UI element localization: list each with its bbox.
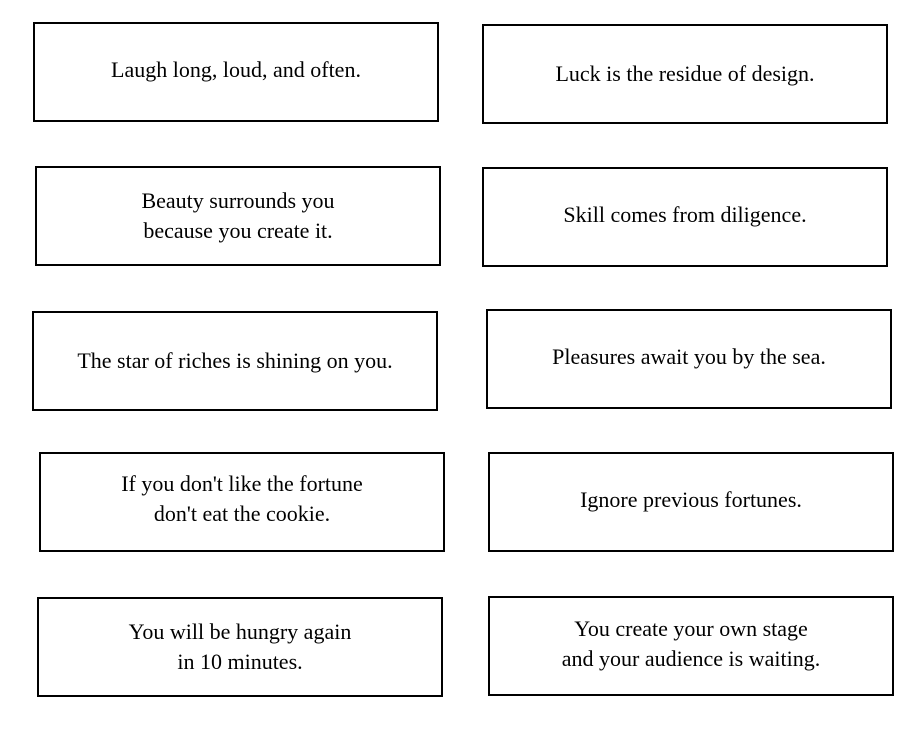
fortune-line: If you don't like the fortune [121, 471, 363, 496]
fortune-text [77, 346, 392, 376]
fortune-card-hungry [37, 597, 443, 697]
fortune-line: Beauty surrounds you [141, 188, 335, 213]
fortune-text [580, 485, 802, 515]
fortune-card-stage [488, 596, 894, 696]
fortune-text [129, 617, 352, 677]
fortune-line: The star of riches is shining on you. [77, 348, 393, 373]
fortune-line: because you create it. [143, 218, 333, 243]
fortune-text [562, 614, 820, 674]
fortune-line: and your audience is waiting. [561, 646, 821, 671]
fortune-line: Pleasures await you by the sea. [552, 344, 826, 369]
fortune-line: don't eat the cookie. [153, 501, 331, 526]
fortune-line: Ignore previous fortunes. [580, 487, 802, 512]
fortune-line: Luck is the residue of design. [555, 61, 815, 86]
fortune-line: You will be hungry again [128, 619, 352, 644]
fortune-card-luck [482, 24, 888, 124]
fortune-card-ignore [488, 452, 894, 552]
fortune-line: Skill comes from diligence. [563, 202, 807, 227]
fortune-text [555, 59, 814, 89]
fortune-line: Laugh long, loud, and often. [111, 57, 361, 82]
fortune-text [121, 469, 363, 529]
fortune-card-pleasures [486, 309, 892, 409]
fortune-text [552, 342, 826, 372]
fortune-card-riches [32, 311, 438, 411]
fortune-card-cookie [39, 452, 445, 552]
fortune-text [111, 55, 361, 85]
fortune-line: You create your own stage [574, 616, 808, 641]
fortune-line: in 10 minutes. [177, 649, 303, 674]
fortune-text [563, 200, 806, 230]
fortune-card-skill [482, 167, 888, 267]
fortune-card-beauty [35, 166, 441, 266]
fortune-text [141, 186, 334, 246]
fortune-card-laugh [33, 22, 439, 122]
